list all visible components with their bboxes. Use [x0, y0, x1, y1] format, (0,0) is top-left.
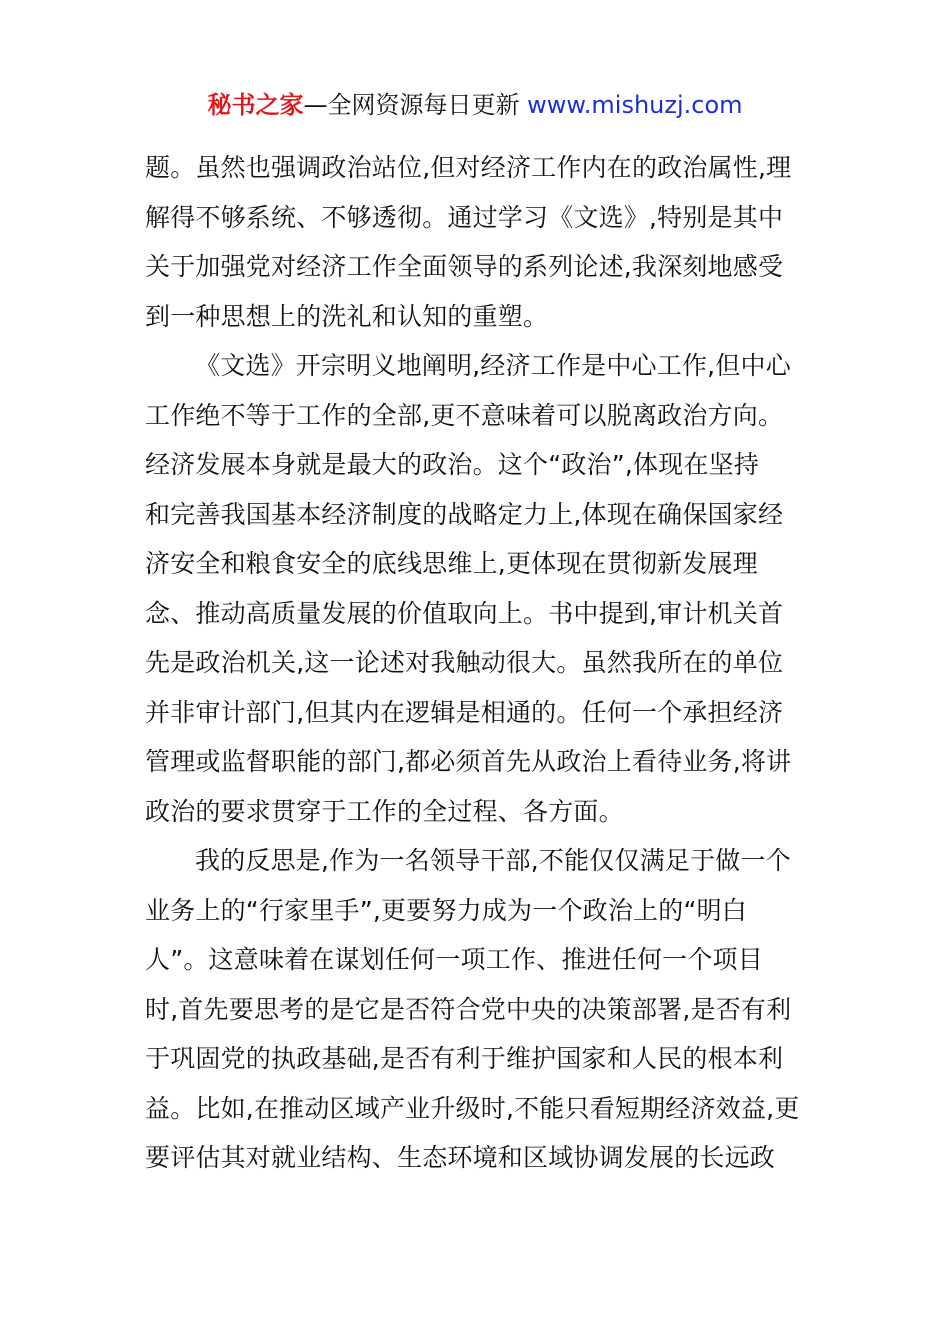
- text-line: 解得不够系统、不够透彻。通过学习《文选》,特别是其中: [145, 202, 784, 232]
- text-line: 要评估其对就业结构、生态环境和区域协调发展的长远政: [145, 1143, 776, 1172]
- text-line: 政治的要求贯穿于工作的全过程、各方面。: [145, 796, 624, 826]
- text-line: 到一种思想上的洗礼和认知的重塑。: [145, 301, 549, 331]
- site-url-link[interactable]: www.mishuzj.com: [527, 91, 743, 119]
- text-line: 于巩固党的执政基础,是否有利于维护国家和人民的根本利: [145, 1044, 784, 1073]
- text-line: 《文选》开宗明义地阐明,经济工作是中心工作,但中心: [195, 351, 791, 380]
- text-line: 经济发展本身就是最大的政治。这个“政治”,体现在坚持: [145, 450, 760, 479]
- text-line: 关于加强党对经济工作全面领导的系列论述,我深刻地感受: [145, 252, 784, 281]
- text-line: 念、推动高质量发展的价值取向上。书中提到,审计机关首: [145, 598, 784, 628]
- text-line: 业务上的“行家里手”,更要努力成为一个政治上的“明白: [145, 895, 748, 925]
- paragraph: [145, 341, 810, 836]
- text-line: 和完善我国基本经济制度的战略定力上,体现在确保国家经: [145, 499, 784, 529]
- page-header: [0, 88, 950, 122]
- text-line: 我的反思是,作为一名领导干部,不能仅仅满足于做一个: [195, 846, 791, 875]
- paragraph: [145, 836, 810, 1183]
- text-line: 先是政治机关,这一论述对我触动很大。虽然我所在的单位: [145, 648, 784, 677]
- text-line: 济安全和粮食安全的底线思维上,更体现在贯彻新发展理: [145, 549, 758, 578]
- text-line: 题。虽然也强调政治站位,但对经济工作内在的政治属性,理: [145, 153, 792, 182]
- text-line: 并非审计部门,但其内在逻辑是相通的。任何一个承担经济: [145, 697, 784, 727]
- text-line: 益。比如,在推动区域产业升级时,不能只看短期经济效益,更: [145, 1093, 800, 1123]
- header-tagline: —全网资源每日更新: [303, 91, 528, 119]
- document-body: [145, 143, 810, 1183]
- brand-name: 秘书之家: [207, 91, 304, 119]
- text-line: 管理或监督职能的部门,都必须首先从政治上看待业务,将讲: [145, 747, 792, 776]
- text-line: 时,首先要思考的是它是否符合党中央的决策部署,是否有利: [145, 994, 792, 1024]
- paragraph: [145, 143, 810, 341]
- text-line: 人”。这意味着在谋划任何一项工作、推进任何一个项目: [145, 945, 763, 974]
- text-line: 工作绝不等于工作的全部,更不意味着可以脱离政治方向。: [145, 400, 784, 430]
